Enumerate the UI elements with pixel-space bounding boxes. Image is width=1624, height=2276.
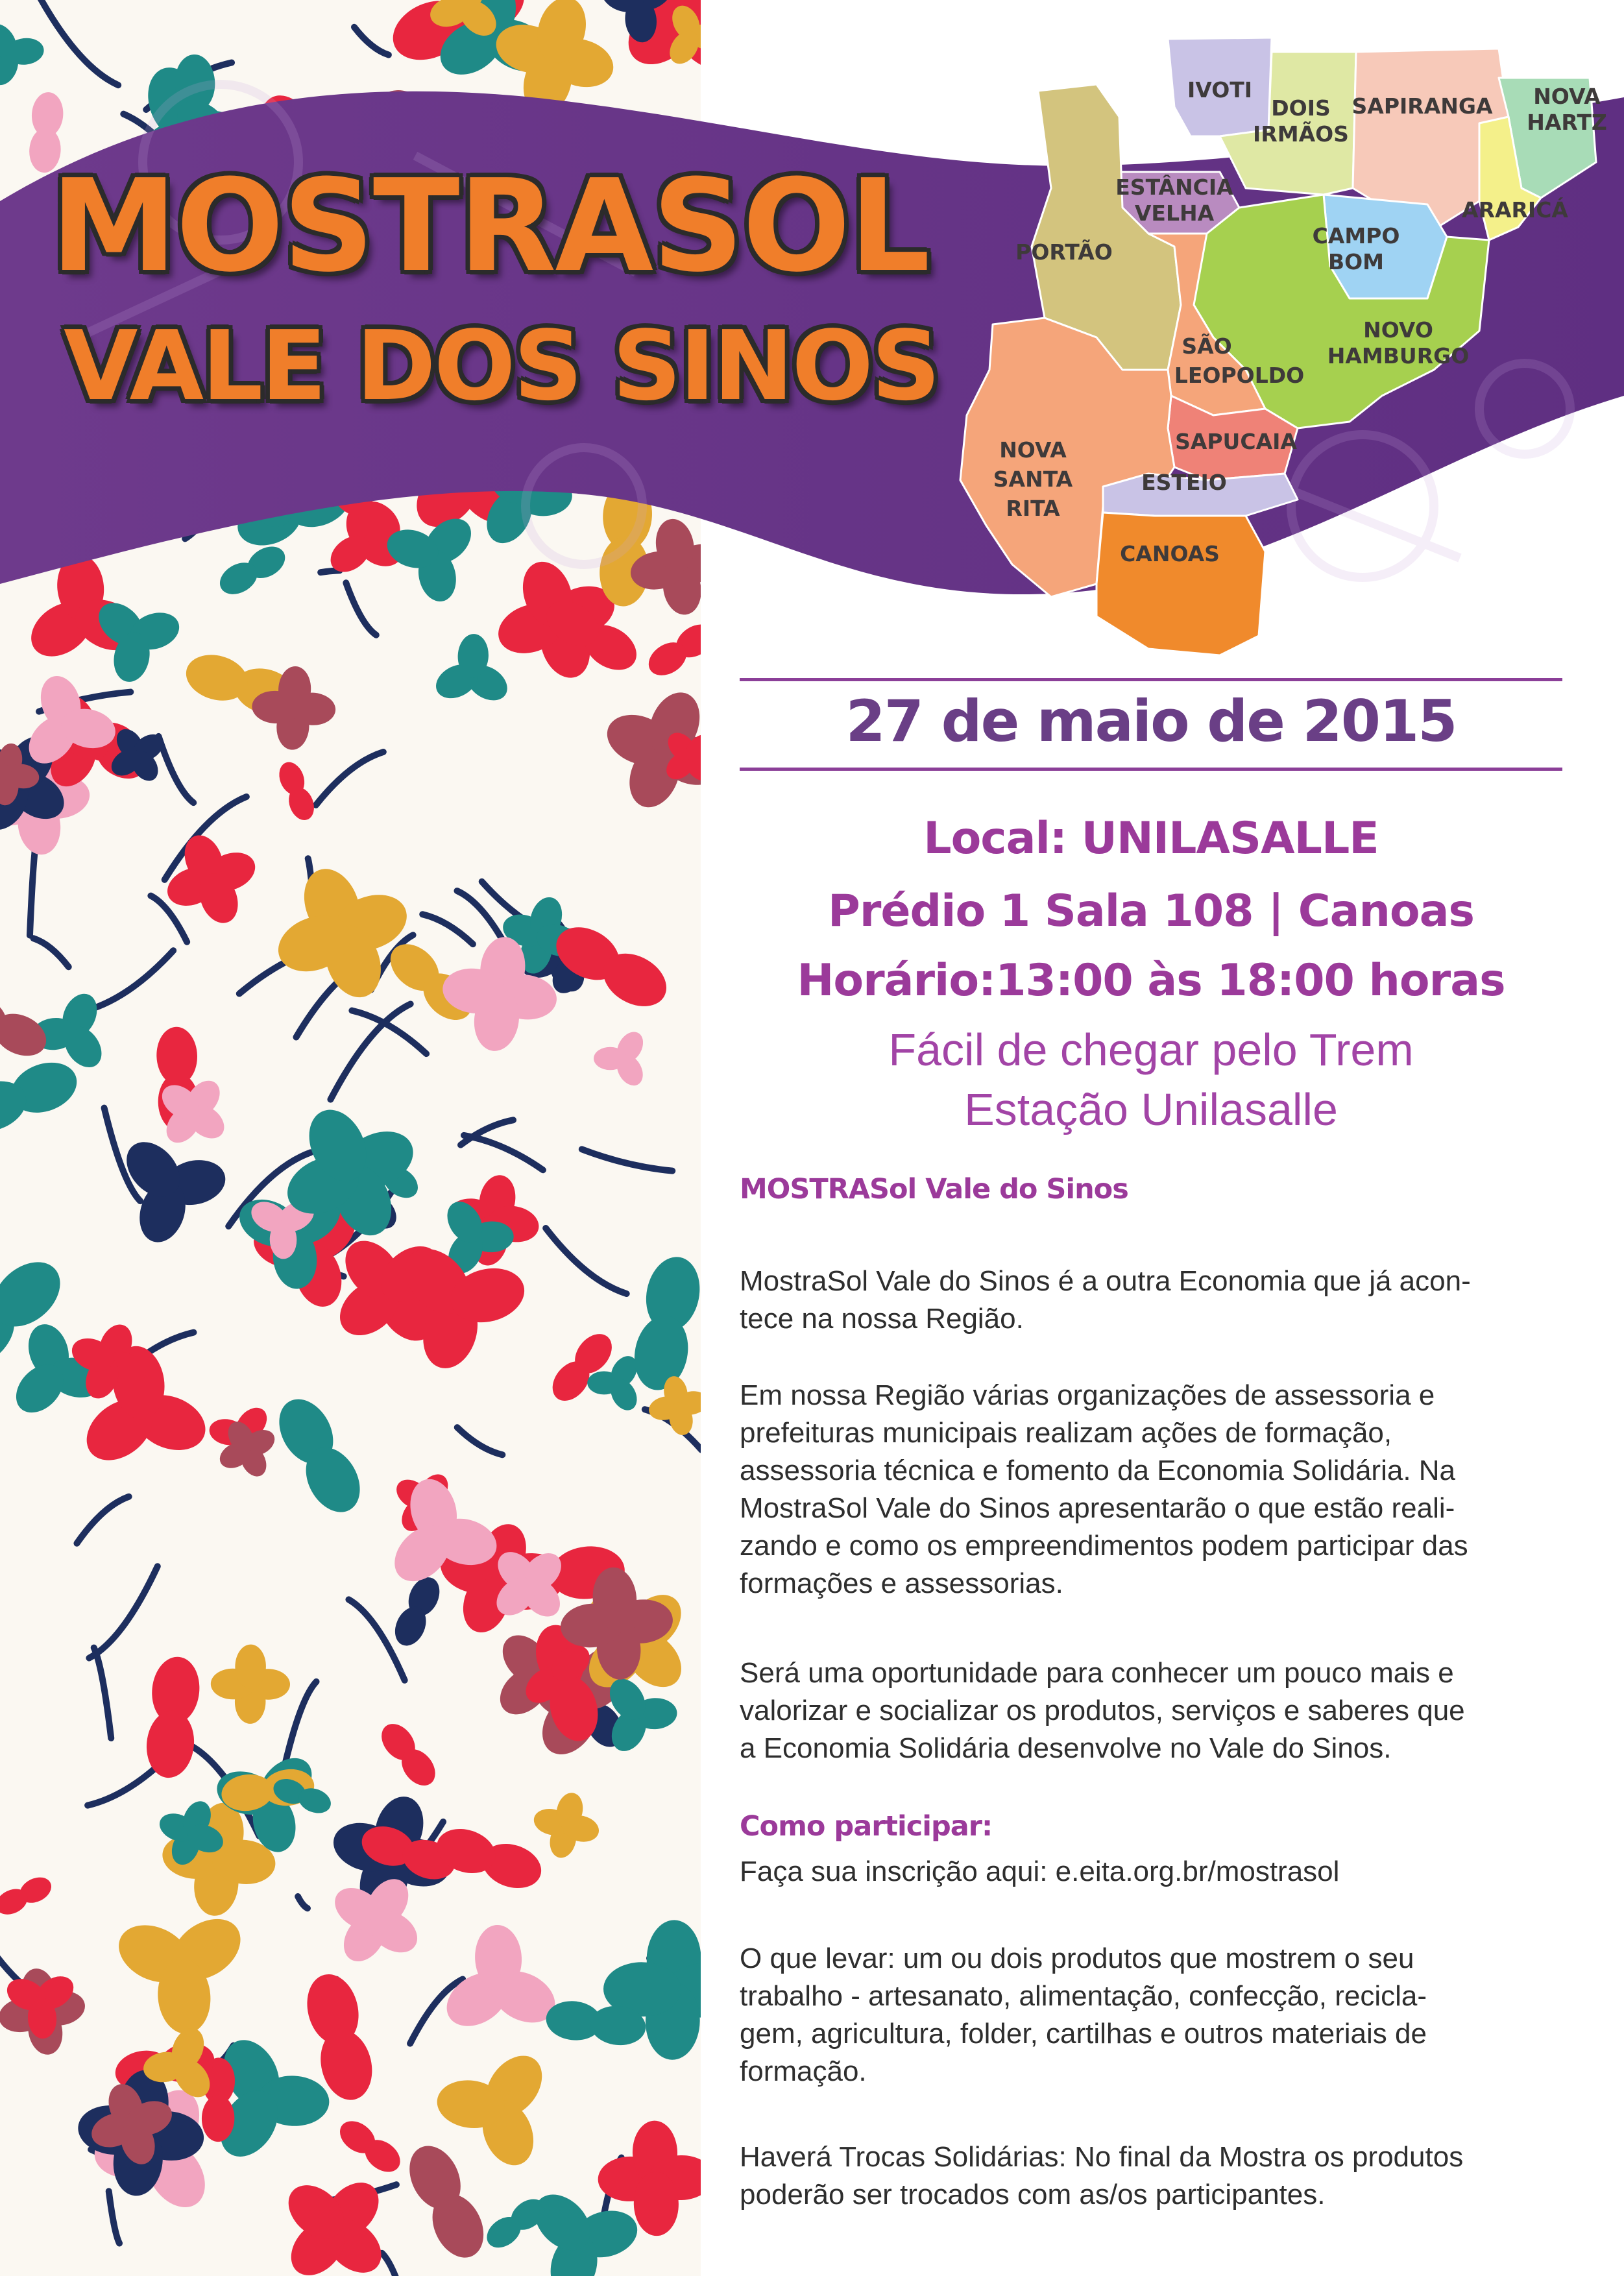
map-region-canoas (1097, 513, 1265, 655)
petal-shape (0, 1249, 73, 1339)
registration-line: Faça sua inscrição aqui: e.eita.org.br/mostrasol (740, 1856, 1340, 1887)
directions-line-2: Estação Unilasalle (964, 1084, 1338, 1135)
stem-shape (382, 2253, 409, 2276)
map-label-ararica: ARARICÁ (1462, 197, 1568, 223)
how-to-participate-title: Como participar: (740, 1810, 993, 1843)
flower-shape (256, 847, 429, 1020)
map-label-esteio: ESTEIO (1141, 470, 1227, 495)
paragraph-line: formação. (740, 2055, 867, 2087)
map-label-novo-hamburgo: NOVO HAMBURGO (1327, 317, 1470, 369)
paragraph-line: valorizar e socializar os produtos, serviços e saberes que (740, 1695, 1465, 1726)
paragraph-line: a Economia Solidária desenvolve no Vale do Sinos. (740, 1732, 1392, 1764)
section-title: MOSTRASol Vale do Sinos (740, 1173, 1128, 1205)
stem-shape (89, 1566, 157, 1658)
paragraph-what-to-bring (740, 1940, 1562, 2090)
vale-dos-sinos-map (934, 32, 1624, 681)
event-time: Horário:13:00 às 18:00 horas (797, 955, 1505, 1006)
flower-shape (152, 819, 271, 939)
flower-shape (274, 758, 318, 824)
petal-shape (156, 1026, 199, 1085)
event-date: 27 de maio de 2015 (845, 688, 1457, 755)
flower-shape (527, 1786, 606, 1865)
map-label-dois-irmaos: DOIS IRMÃOS (1253, 95, 1349, 147)
petal-shape (0, 1006, 53, 1064)
map-label-canoas: CANOAS (1120, 541, 1220, 566)
paragraph-line: MostraSol Vale do Sinos apresentarão o que estão reali- (740, 1492, 1455, 1524)
stem-shape (158, 736, 193, 803)
paragraph-line: assessoria técnica e fomento da Economia Solidária. Na (740, 1455, 1456, 1486)
paragraph-line: poderão ser trocados com as/os participantes. (740, 2179, 1326, 2210)
map-label-ivoti: IVOTI (1187, 77, 1253, 103)
flower-shape (628, 1252, 701, 1395)
flower-shape (0, 1872, 56, 1919)
divider-top (740, 678, 1562, 681)
flower-shape (333, 2114, 406, 2179)
paragraph-line: Haverá Trocas Solidárias: No final da Mostra os produtos (740, 2141, 1464, 2173)
map-label-campo-bom: CAMPO BOM (1312, 223, 1400, 274)
stem-shape (77, 1497, 128, 1544)
map-label-sapucaia: SAPUCAIA (1175, 429, 1297, 454)
stem-shape (316, 752, 383, 805)
map-label-nova-hartz: NOVA HARTZ (1527, 84, 1607, 135)
stem-shape (546, 1228, 626, 1294)
paragraph-opportunity (740, 1654, 1562, 1767)
flower-shape (0, 1054, 84, 1140)
stem-shape (94, 1648, 111, 1738)
flower-shape (269, 1390, 371, 1521)
flower-shape (143, 1654, 202, 1780)
event-room: Prédio 1 Sala 108 | Canoas (828, 886, 1474, 937)
event-location: Local: UNILASALLE (923, 813, 1379, 864)
paragraph-line: gem, agricultura, folder, cartilhas e outros materiais de (740, 2018, 1427, 2050)
map-label-sao-leopoldo: SÃO LEOPOLDO (1174, 333, 1305, 388)
stem-shape (457, 1427, 503, 1455)
stem-shape (582, 1149, 672, 1170)
paragraph-line: trabalho - artesanato, alimentação, confecção, recicla- (740, 1980, 1427, 2012)
map-label-nova-santa-rita: NOVA SANTA RITA (993, 437, 1073, 521)
stem-shape (109, 2191, 119, 2243)
stem-shape (422, 914, 473, 944)
paragraph-exchanges (740, 2138, 1562, 2214)
paragraph-line: Em nossa Região várias organizações de assessoria e (740, 1379, 1435, 1411)
stem-shape (298, 1896, 308, 1908)
registration-info (740, 1853, 1562, 1891)
map-label-portao: PORTÃO (1015, 239, 1113, 265)
paragraph-line: prefeituras municipais realizam ações de formação, (740, 1417, 1392, 1449)
flower-shape (584, 1017, 666, 1096)
paragraph-line: MostraSol Vale do Sinos é a outra Economia que já acon- (740, 1265, 1471, 1297)
paragraph-line: tece na nossa Região. (740, 1303, 1024, 1335)
flower-shape (90, 1873, 263, 2055)
stem-shape (30, 840, 36, 936)
flower-shape (431, 1822, 547, 1895)
stem-shape (285, 1682, 317, 1765)
divider-bottom (740, 768, 1562, 771)
flower-shape (545, 1327, 619, 1408)
stem-shape (84, 950, 173, 1011)
paragraph-line: Será uma oportunidade para conhecer um pouco mais e (740, 1657, 1454, 1689)
flower-shape (415, 1904, 576, 2071)
title-line-1: MOSTRASOL (51, 152, 929, 300)
paragraph-organizations (740, 1377, 1562, 1603)
paragraph-intro (740, 1263, 1562, 1338)
title-line-2: VALE DOS SINOS (64, 310, 939, 422)
flower-shape (400, 2137, 493, 2266)
flower-shape (375, 1717, 442, 1792)
map-label-sapiranga: SAPIRANGA (1351, 93, 1493, 119)
paragraph-line: O que levar: um ou dois produtos que mostrem o seu (740, 1943, 1414, 1974)
paragraph-line: zando e como os empreendimentos podem participar das (740, 1530, 1468, 1562)
flower-shape (210, 1644, 290, 1724)
directions-line-1: Fácil de chegar pelo Trem (888, 1024, 1414, 1075)
stem-shape (33, 938, 68, 967)
paragraph-line: formações e assessorias. (740, 1568, 1063, 1599)
map-label-estancia-velha: ESTÂNCIA VELHA (1115, 175, 1233, 226)
flower-shape (389, 1572, 446, 1651)
stem-shape (348, 1599, 404, 1680)
stem-shape (464, 1135, 543, 1170)
